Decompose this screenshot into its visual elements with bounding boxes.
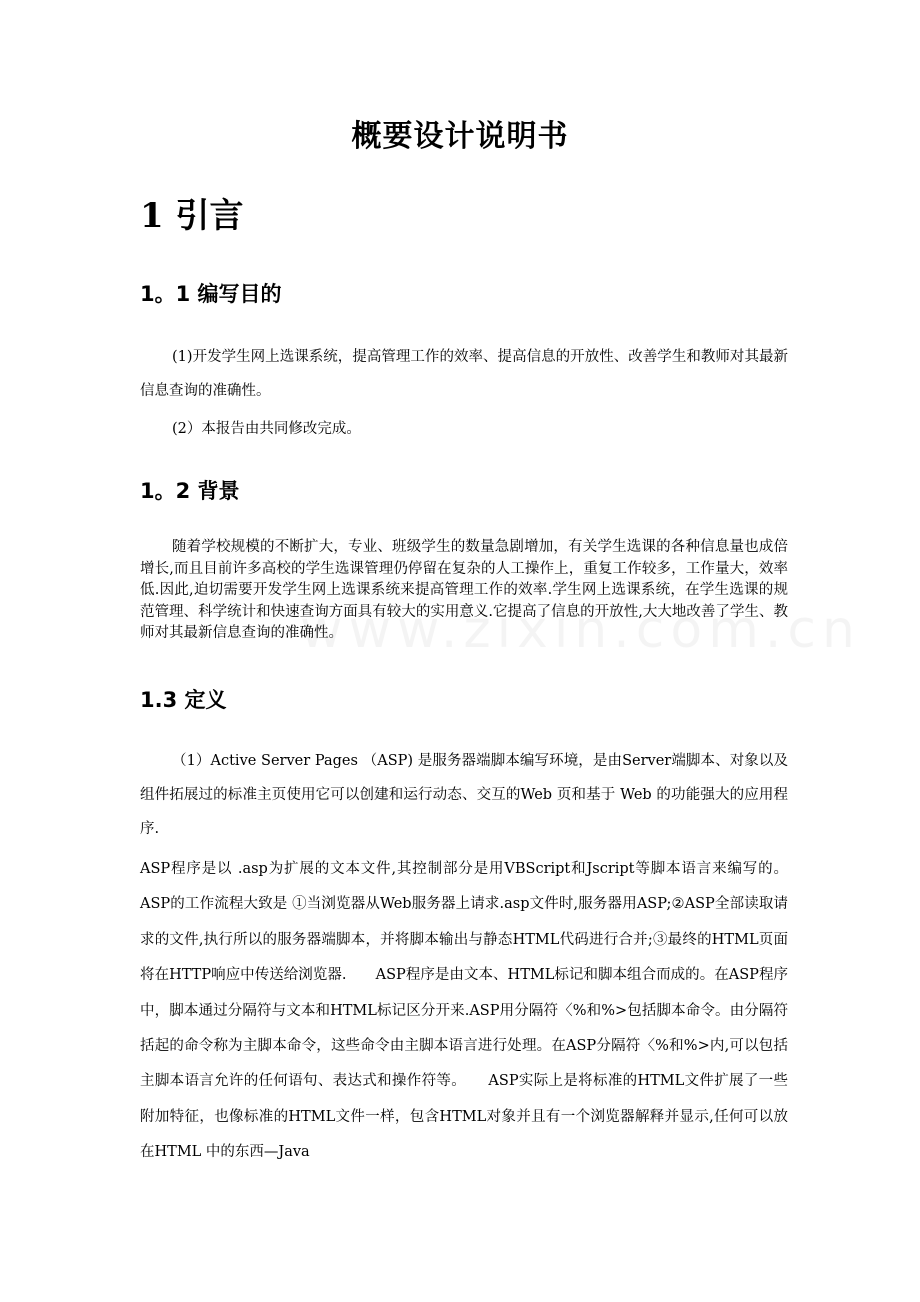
section-1-3-heading: 1.3 定义 — [140, 688, 227, 712]
section-1-heading: 1 引言 — [140, 196, 244, 236]
section-1-2-heading: 1。2 背景 — [140, 479, 240, 503]
section-1-3-paragraph-1: （1）Active Server Pages （ASP) 是服务器端脚本编写环境，是由Server端脚本、对象以及组件拓展过的标准主页使用它可以创建和运行动态、交互的Web 页和基于 Web 的功能强大的应用程序. — [140, 753, 788, 837]
section-1-2-paragraph-1: 随着学校规模的不断扩大，专业、班级学生的数量急剧增加，有关学生选课的各种信息量也成倍增长,而且目前许多高校的学生选课管理仍停留在复杂的人工操作上，重复工作较多，工作量大，效率低.因此,迫切需要开发学生网上选课系统来提高管理工作的效率.学生网上选课系统，在学生选课的规范管理、科学统计和快速查询方面具有较大的实用意义.它提高了信息的开放性,大大地改善了学生、教师对其最新信息查询的准确性。 — [140, 539, 788, 641]
section-1-1-heading: 1。1 编写目的 — [140, 282, 282, 306]
section-1-3-paragraph-2: ASP程序是以 .asp为扩展的文本文件,其控制部分是用VBScript和Jscript等脚本语言来编写的。ASP的工作流程大致是 ①当浏览器从Web服务器上请求.asp文件时,服务器用ASP;②ASP全部读取请求的文件,执行所以的服务器端脚本，并将脚本输出与静态HTML代码进行合并;③最终的HTML页面将在HTTP响应中传送给浏览器. ASP程序是由文本、HTML标记和脚本组合而成的。在ASP程序中，脚本通过分隔符与文本和HTML标记区分开来.ASP用分隔符〈%和%>包括脚本命令。由分隔符括起的命令称为主脚本命令，这些命令由主脚本语言进行处理。在ASP分隔符〈%和%>内,可以包括主脚本语言允许的任何语句、表达式和操作符等。 ASP实际上是将标准的HTML文件扩展了一些附加特征，也像标准的HTML文件一样，包含HTML对象并且有一个浏览器解释并显示,任何可以放在HTML 中的东西—Java — [140, 861, 788, 1161]
section-1-1-paragraph-1: (1)开发学生网上选课系统，提高管理工作的效率、提高信息的开放性、改善学生和教师对其最新信息查询的准确性。 — [140, 349, 788, 399]
document-title: 概要设计说明书 — [351, 119, 569, 154]
section-1-1-paragraph-2: (2）本报告由共同修改完成。 — [172, 421, 361, 437]
